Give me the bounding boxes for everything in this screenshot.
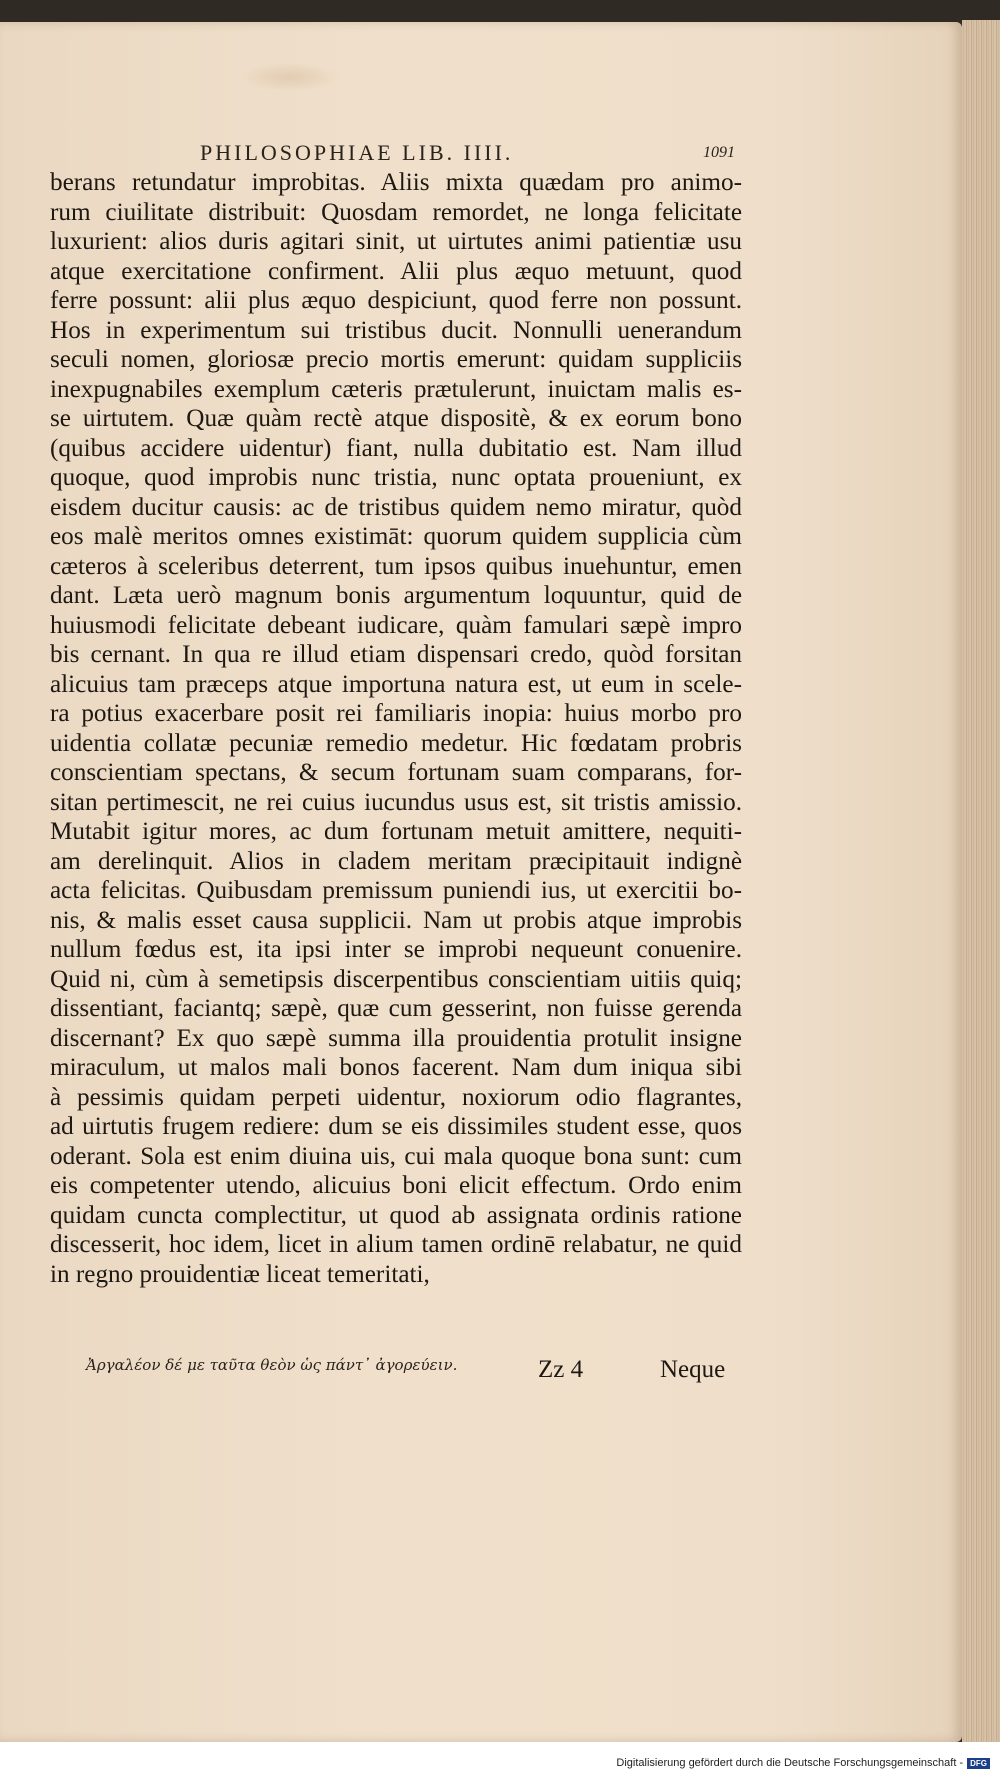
text-line: acta felicitas. Quibusdam premissum puniendi ius, ut exercitii bo- [50, 877, 742, 904]
text-line: rum ciuilitate distribuit: Quosdam remordet, ne longa felicitate [50, 198, 742, 226]
text-line: nis, & malis esset causa supplicii. Nam ut probis atque improbis [50, 906, 742, 934]
text-line: ra potius exacerbare posit rei familiaris inopia: huius morbo pro [50, 700, 742, 727]
text-line: huiusmodi felicitate debeant iudicare, quàm famulari sæpè impro [50, 611, 742, 639]
text-line: uidentia collatæ pecuniæ remedio medetur. Hic fœdatam probris [50, 729, 742, 757]
text-line: discesserit, hoc idem, licet in alium tamen ordinē relabatur, ne quid [50, 1231, 742, 1258]
text-line: eos malè meritos omnes existimāt: quorum quidem supplicia cùm [50, 523, 742, 550]
text-line: Hos in experimentum sui tristibus ducit. Nonnulli uenerandum [50, 316, 742, 344]
text-line: conscientiam spectans, & secum fortunam suam comparans, for- [50, 759, 742, 786]
text-line: Quid ni, cùm à semetipsis discerpentibus conscientiam uitiis quiq; [50, 965, 742, 993]
text-line: à pessimis quidam perpeti uidentur, noxiorum odio flagrantes, [50, 1083, 742, 1111]
text-line: eis competenter utendo, alicuius boni elicit effectum. Ordo enim [50, 1172, 742, 1199]
text-line: quoque, quod improbis nunc tristia, nunc optata proueniunt, ex [50, 464, 742, 491]
text-line: berans retundatur improbitas. Aliis mixta quædam pro animo- [50, 169, 742, 196]
catchword: Neque [660, 1356, 726, 1383]
text-line: seculi nomen, gloriosæ precio mortis emerunt: quidam suppliciis [50, 346, 742, 373]
credit-text: Digitalisierung gefördert durch die Deutsche Forschungsgemeinschaft - [616, 1757, 964, 1769]
text-line: cæteros à sceleribus deterrent, tum ipsos quibus inuehuntur, emen [50, 552, 742, 580]
text-line: bis cernant. In qua re illud etiam dispensari credo, quòd forsitan [50, 641, 742, 668]
text-line: dissentiant, faciantq; sæpè, quæ cum gesserint, non fuisse gerenda [50, 995, 742, 1022]
text-line: se uirtutem. Quæ quàm rectè atque dispositè, & ex eorum bono [50, 405, 742, 432]
greek-quotation: Ἀργαλέον δέ με ταῦτα θεὸν ὡς πάντ᾽ ἀγορεύειν. [86, 1356, 458, 1374]
text-line: oderant. Sola est enim diuina uis, cui mala quoque bona sunt: cum [50, 1142, 742, 1170]
text-line: quidam cuncta complectitur, ut quod ab assignata ordinis ratione [50, 1201, 742, 1229]
paper-stain [240, 62, 340, 92]
text-line: discernant? Ex quo sæpè summa illa prouidentia protulit insigne [50, 1024, 742, 1052]
text-line: inexpugnabiles exemplum cæteris prætulerunt, inuictam malis es- [50, 375, 742, 403]
running-head: PHILOSOPHIAE LIB. IIII. [200, 140, 514, 165]
text-line: Mutabit igitur mores, ac dum fortunam metuit amittere, nequiti- [50, 818, 742, 845]
text-line: alicuius tam præceps atque importuna natura est, ut eum in scele- [50, 670, 742, 698]
text-line: ad uirtutis frugem rediere: dum se eis dissimiles student esse, quos [50, 1113, 742, 1140]
text-line: dant. Læta uerò magnum bonis argumentum loquuntur, quid de [50, 582, 742, 609]
text-line: atque exercitatione confirment. Alii plus æquo metuunt, quod [50, 257, 742, 285]
text-line: (quibus accidere uidentur) fiant, nulla dubitatio est. Nam illud [50, 434, 742, 462]
text-line: luxurient: alios duris agitari sinit, ut uirtutes animi patientiæ usu [50, 228, 742, 255]
text-line: sitan pertimescit, ne rei cuius iucundus usus est, sit tristis amissio. [50, 788, 742, 816]
signature-mark: Zz 4 [538, 1356, 584, 1383]
dfg-logo: DFG [967, 1758, 990, 1769]
digitization-credit [616, 1757, 990, 1769]
body-text [50, 168, 742, 1289]
text-line: nullum fœdus est, ita ipsi inter se improbi nequeunt conuenire. [50, 936, 742, 963]
text-line: eisdem ducitur causis: ac de tristibus quidem nemo miratur, quòd [50, 493, 742, 521]
folio-number: 1091 [703, 144, 735, 161]
text-line: miraculum, ut malos mali bonos facerent. Nam dum iniqua sibi [50, 1054, 742, 1081]
page-edges [962, 20, 1000, 1742]
text-line: in regno prouidentiæ liceat temeritati, [50, 1260, 430, 1288]
text-line: am derelinquit. Alios in cladem meritam præcipitauit indignè [50, 847, 742, 875]
text-line: ferre possunt: alii plus æquo despiciunt, quod ferre non possunt. [50, 287, 742, 314]
